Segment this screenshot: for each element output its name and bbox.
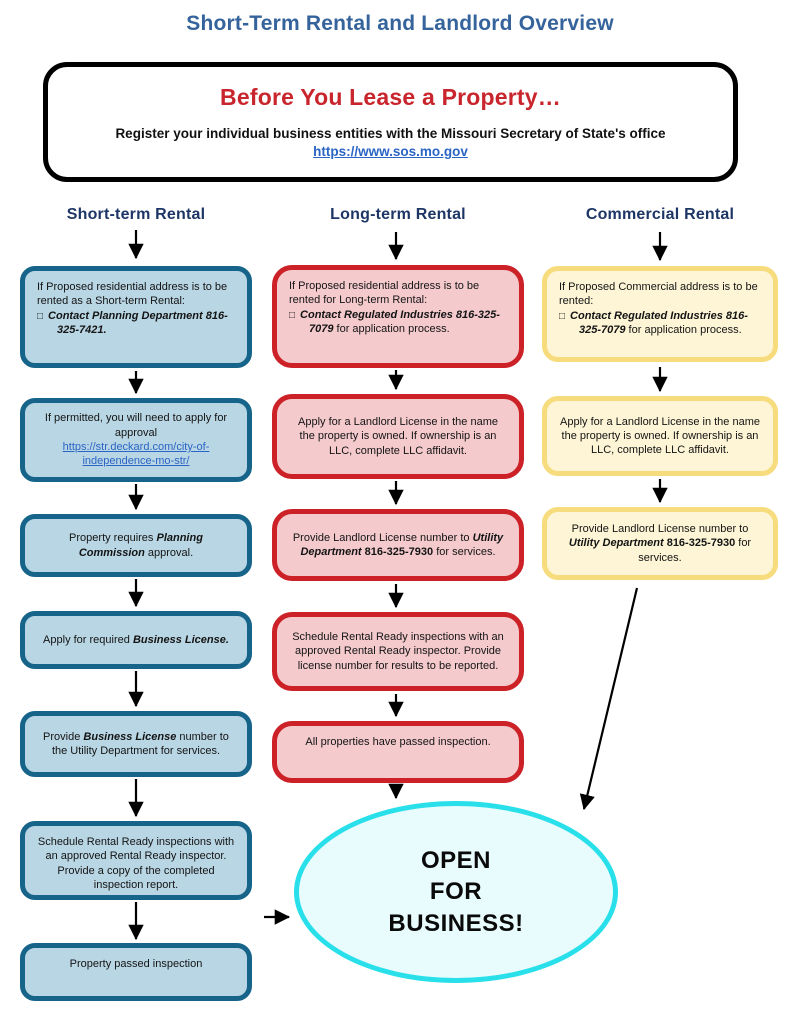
box-text [289,531,507,560]
box-text-part: approval. [144,546,194,559]
box-phone: 816-325-7930 [361,546,434,558]
box-text-part: Provide Landlord License number to [571,523,749,536]
column-header-long-term: Long-term Rental [330,206,466,223]
box-text: If Proposed Commercial address is to be rented: [559,281,758,308]
long-term-box-1 [272,265,524,368]
box-text-emphasis: Utility Department [300,531,504,558]
commercial-box-3 [542,507,778,580]
box-text: Schedule Rental Ready inspections with an approved Rental Ready inspector. Provide license number for results to be reported. [292,631,504,672]
box-text-emphasis: Utility Department [568,537,664,550]
short-term-box-4 [20,611,252,669]
box-text-part: for application process. [625,323,742,336]
intro-box [43,62,738,182]
box-text-part: for services. [433,546,496,558]
commercial-box-2 [542,396,778,476]
box-bullet-line [37,309,235,338]
box-text-emphasis: Contact Regulated Industries 816-325-7079 [570,309,748,336]
oval-text-line: OPEN [420,847,491,875]
long-term-box-5 [272,721,524,783]
box-text: All properties have passed inspection. [305,736,491,748]
oval-text-line: FOR [429,878,483,906]
commercial-box-1 [542,266,778,362]
box-text: If Proposed residential address is to be rented as a Short-term Rental: [37,281,228,308]
square-bullet-icon: □ [559,310,566,322]
short-term-box-5 [20,711,252,777]
short-term-box-3 [20,514,252,577]
short-term-box-2 [20,398,252,482]
box-text-emphasis: Business License [83,730,177,743]
long-term-box-3 [272,509,524,581]
long-term-box-2 [272,394,524,479]
box-text [37,531,235,560]
page-title: Short-Term Rental and Landlord Overview [186,12,614,35]
box-text-part: Property requires [69,532,157,545]
short-term-box-1 [20,266,252,368]
box-text: Property passed inspection [69,958,203,970]
box-text-emphasis: Planning Commission [78,532,203,559]
box-text [37,633,235,647]
sos-link[interactable]: https://www.sos.mo.gov [313,144,468,159]
box-text: If permitted, you will need to apply for approval [44,412,228,439]
square-bullet-icon: □ [289,309,296,321]
arrow-commercial-to-oval [584,588,637,809]
intro-heading: Before You Lease a Property… [220,84,561,110]
box-text-part: number to the Utility Department for services. [51,730,229,757]
box-text-part: Provide Landlord License number to [292,531,473,544]
box-text [559,522,761,565]
box-text: Schedule Rental Ready inspections with an approved Rental Ready inspector. Provide a copy of the completed inspection report. [37,836,235,891]
deckard-link[interactable]: https://str.deckard.com/city-of-independence-mo-str/ [62,441,210,468]
square-bullet-icon: □ [37,310,44,322]
box-bullet-line [559,309,761,338]
intro-body: Register your individual business entities with the Missouri Secretary of State's office [115,126,666,141]
column-header-short-term: Short-term Rental [66,206,206,223]
box-text: Apply for a Landlord License in the name the property is owned. If ownership is an LLC, complete LLC affidavit. [560,415,760,457]
short-term-box-7 [20,943,252,1001]
box-phone: 816-325-7930 [663,537,736,550]
box-text: Apply for a Landlord License in the name the property is owned. If ownership is an LLC, complete LLC affidavit. [298,416,498,457]
box-text: If Proposed residential address is to be rented for Long-term Rental: [289,280,480,307]
short-term-box-6 [20,821,252,900]
long-term-box-4 [272,612,524,691]
box-text-emphasis: Contact Planning Department 816-325-7421. [48,309,228,336]
box-text-part: for services. [638,537,752,564]
box-text-part: Provide [43,730,84,743]
column-header-commercial: Commercial Rental [585,206,735,223]
box-bullet-line [289,308,507,337]
open-for-business-oval [294,801,618,983]
oval-text-line: BUSINESS! [388,909,524,937]
box-text-part: Apply for required [43,633,133,646]
box-text-emphasis: Business License. [132,633,229,646]
box-text [37,730,235,759]
box-text-emphasis: Contact Regulated Industries 816-325-7079 [300,308,500,335]
box-text-part: for application process. [333,322,450,335]
